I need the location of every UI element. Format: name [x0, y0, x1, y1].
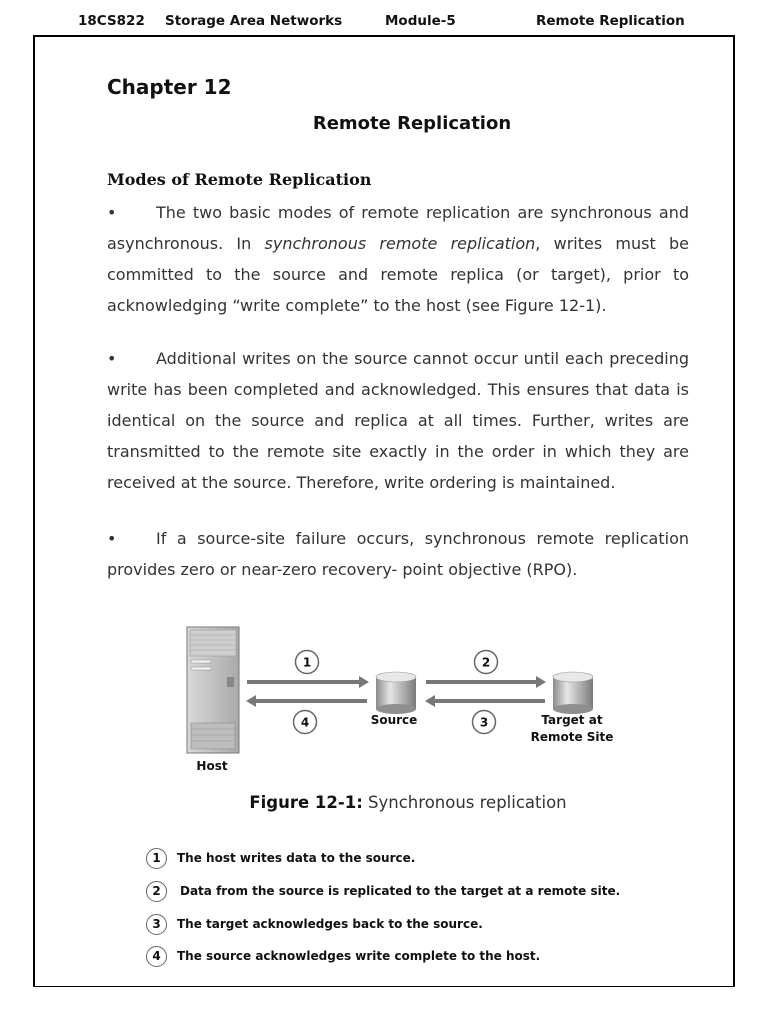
para3-text: If a source-site failure occurs, synchronous remote replication provides zero or near-zero recovery- point objective (RPO).	[107, 529, 689, 579]
step-4-marker	[294, 711, 317, 734]
paragraph-2	[107, 343, 689, 498]
figure-caption	[0, 793, 768, 812]
arrow-host-to-source	[247, 676, 369, 688]
svg-text:1: 1	[302, 655, 312, 670]
legend-text: Data from the source is replicated to the target at a remote site.	[180, 884, 621, 898]
target-label-line1: Target at	[541, 713, 603, 727]
paragraph-3	[107, 523, 689, 585]
legend-number: 4	[146, 946, 167, 967]
svg-text:4: 4	[300, 715, 310, 730]
bullet: •	[107, 203, 117, 222]
legend-item	[146, 879, 620, 903]
synchronous-replication-diagram	[0, 615, 768, 785]
figure-caption-text: Synchronous replication	[362, 793, 567, 812]
step-1-marker	[296, 651, 319, 674]
svg-text:3: 3	[479, 715, 489, 730]
para2-text: Additional writes on the source cannot occur until each preceding write has been completed and acknowledged. This ensures that data is identical on the source and replica at all times. Further, writes are transmitted to the remote site exactly in the order in which they are received at the source. Therefore, write ordering is maintained.	[107, 349, 689, 492]
legend-text: The source acknowledges write complete to the host.	[177, 949, 541, 963]
header-course-title: Storage Area Networks	[165, 13, 343, 29]
legend-text: The target acknowledges back to the source.	[177, 917, 483, 931]
arrow-source-to-target	[426, 676, 546, 688]
step-2-marker	[475, 651, 498, 674]
header-course-code: 18CS822	[78, 13, 145, 29]
paragraph-1	[107, 197, 689, 321]
chapter-number: Chapter 12	[107, 75, 232, 99]
arrow-target-to-source	[425, 695, 545, 707]
para1-text-b: , writes must be committed to the source and remote replica (or target), prior to acknowledging “write complete” to the host (see Figure 12-1).	[107, 234, 689, 315]
legend-item	[146, 912, 483, 936]
step-3-marker	[473, 711, 496, 734]
host-label: Host	[196, 759, 228, 773]
target-disk-icon	[553, 672, 593, 714]
figure-caption-label: Figure 12-1:	[249, 793, 363, 812]
para1-text-a: The two basic modes of remote replication are synchronous and asynchronous. In	[107, 203, 689, 253]
section-heading: Modes of Remote Replication	[107, 170, 372, 189]
legend-number: 3	[146, 914, 167, 935]
arrow-source-to-host	[246, 695, 367, 707]
legend-number: 1	[146, 848, 167, 869]
page-frame-bottom	[33, 986, 735, 987]
legend-item	[146, 944, 540, 968]
header-topic: Remote Replication	[536, 13, 685, 29]
svg-text:2: 2	[481, 655, 491, 670]
bullet: •	[107, 529, 117, 548]
host-server-icon	[187, 627, 239, 753]
source-disk-icon	[376, 672, 416, 714]
target-label-line2: Remote Site	[530, 730, 614, 744]
bullet: •	[107, 349, 117, 368]
header-module: Module-5	[385, 13, 456, 29]
legend-text: The host writes data to the source.	[177, 851, 416, 865]
legend-number: 2	[146, 881, 167, 902]
source-label: Source	[370, 713, 418, 727]
para1-emphasis: synchronous remote replication	[264, 234, 536, 253]
legend-item	[146, 846, 415, 870]
chapter-title: Remote Replication	[312, 113, 512, 134]
